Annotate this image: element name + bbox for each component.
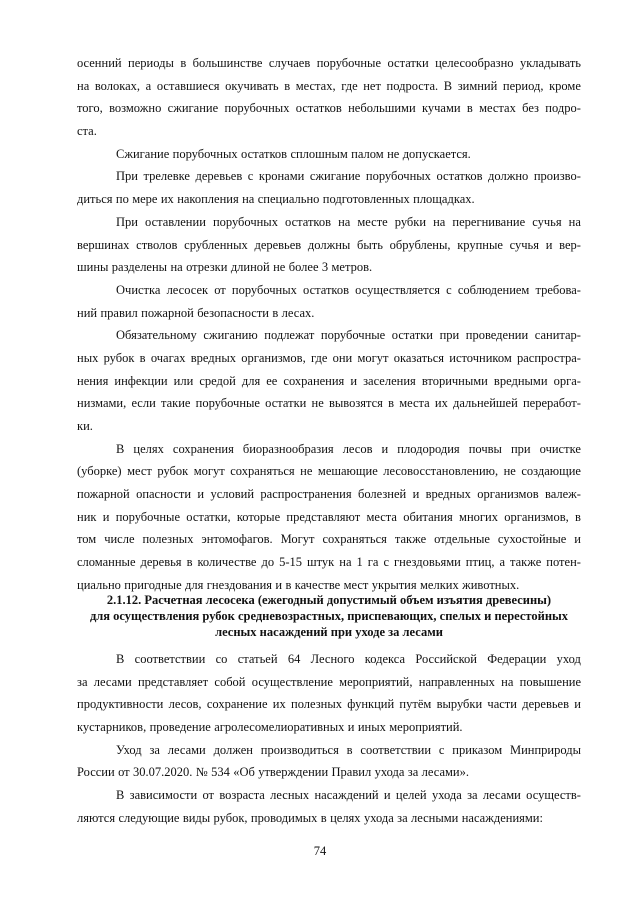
text-line: Обязательному сжиганию подлежат порубочные остатки при проведении санитар- (116, 328, 581, 343)
heading-line: для осуществления рубок средневозрастных, приспевающих, спелых и перестойных (89, 609, 569, 623)
text-line: низмами, если такие порубочные остатки не вывозятся в места их дальнейшей переработ- (77, 396, 581, 411)
text-line: ных рубок в очагах вредных организмов, где они могут оказаться источником распростра- (77, 350, 581, 365)
text-line: (уборке) мест рубок могут сохраняться не мешающие лесовосстановлению, не создающие (77, 464, 581, 479)
text-line: Уход за лесами должен производиться в соответствии с приказом Минприроды (116, 742, 581, 757)
paragraph (77, 211, 581, 279)
body-text-top (77, 52, 581, 597)
text-line: В целях сохранения биоразнообразия лесов и плодородия почвы при очистке (116, 441, 581, 456)
text-line: При оставлении порубочных остатков на месте рубки на перегнивание сучья на (116, 214, 581, 229)
text-line: ник и порубочные остатки, которые представляют места обитания многих организмов, в (77, 509, 581, 524)
paragraph (77, 143, 581, 166)
page-number: 74 (313, 844, 327, 858)
text-line: пожарной опасности и условий распространения болезней и вредных организмов валеж- (77, 487, 581, 502)
text-line: осенний периоды в большинстве случаев порубочные остатки целесообразно укладывать (77, 56, 581, 70)
text-line: ний правил пожарной безопасности в лесах. (77, 305, 315, 320)
text-line: ста. (77, 124, 97, 139)
text-line: циально пригодные для гнездования и в качестве мест укрытия мелких животных. (77, 577, 520, 592)
paragraph (77, 784, 581, 829)
section-heading (77, 592, 581, 640)
heading-line: 2.1.12. Расчетная лесосека (ежегодный допустимый объем изъятия древесины) (106, 593, 552, 607)
paragraph (77, 438, 581, 597)
text-line: ляются следующие виды рубок, проводимых в целях ухода за лесными насаждениями: (77, 810, 543, 825)
text-line: том числе полезных энтомофагов. Могут сохраняться также отдельные сухостойные и (77, 532, 581, 547)
text-line: России от 30.07.2020. № 534 «Об утверждении Правил ухода за лесами». (77, 765, 469, 780)
text-line: на волоках, а оставшиеся окучивать в местах, где нет подроста. В зимний период, кроме (77, 78, 581, 93)
text-line: за лесами представляет собой осуществление мероприятий, направленных на повышение (77, 674, 581, 689)
text-line: шины разделены на отрезки длиной не более 3 метров. (77, 260, 373, 275)
text-line: При трелевке деревьев с кронами сжигание порубочных остатков должно произво- (116, 169, 581, 184)
text-line: диться по мере их накопления на специально подготовленных площадках. (77, 192, 475, 207)
text-line: Сжигание порубочных остатков сплошным палом не допускается. (116, 146, 471, 161)
text-line: Очистка лесосек от порубочных остатков осуществляется с соблюдением требова- (116, 282, 581, 297)
paragraph (77, 279, 581, 324)
paragraph (77, 324, 581, 437)
paragraph (77, 52, 581, 143)
text-line: того, возможно сжигание порубочных остатков небольшими кучами в местах без подро- (77, 101, 581, 116)
text-line: кустарников, проведение агролесомелиоративных и иных мероприятий. (77, 720, 463, 735)
heading-line: лесных насаждений при уходе за лесами (215, 625, 443, 639)
text-line: В зависимости от возраста лесных насаждений и целей ухода за лесами осуществ- (116, 788, 581, 803)
paragraph (77, 648, 581, 739)
text-line: вершинах стволов срубленных деревьев должны быть обрублены, крупные сучья и вер- (77, 237, 581, 252)
text-line: нения инфекции или средой для ее сохранения и заселения вторичными вредными орга- (77, 373, 581, 388)
paragraph (77, 165, 581, 210)
text-line: ки. (77, 419, 93, 433)
text-line: сломанные деревья в количестве до 5-15 штук на 1 га с гнездовьями птиц, а также потен- (77, 555, 581, 570)
text-line: продуктивности лесов, сохранение их полезных функций путём вырубки части деревьев и (77, 697, 581, 712)
text-line: В соответствии со статьей 64 Лесного кодекса Российской Федерации уход (116, 652, 581, 666)
body-text-bottom (77, 648, 581, 830)
paragraph (77, 739, 581, 784)
